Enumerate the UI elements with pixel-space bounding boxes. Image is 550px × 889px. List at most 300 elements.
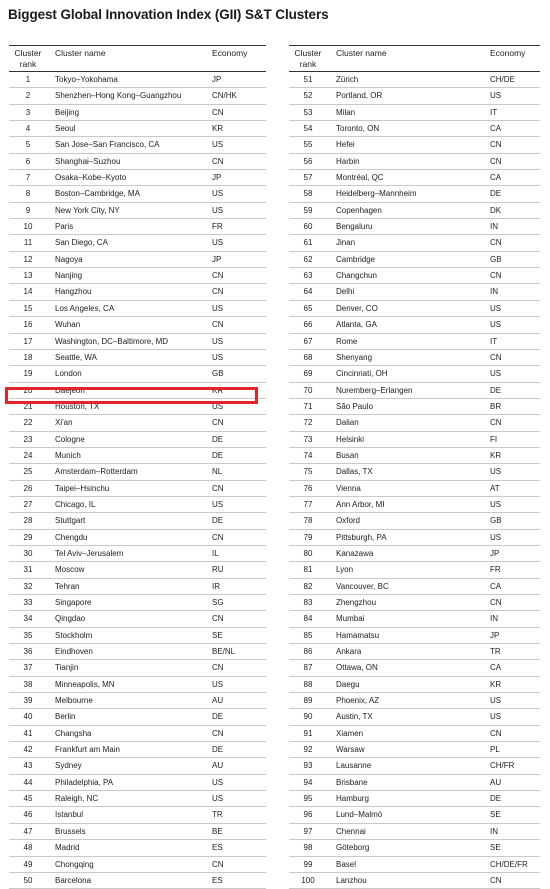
table-row (289, 464, 540, 480)
cluster-rank: 71 (303, 401, 313, 411)
cluster-rank: 10 (23, 222, 33, 232)
cluster-economy: US (212, 777, 224, 787)
table-row (9, 186, 266, 202)
cluster-economy: PL (490, 745, 500, 755)
cluster-economy: SE (490, 843, 501, 853)
cluster-economy: FR (490, 565, 501, 575)
cluster-rank: 3 (25, 107, 31, 117)
cluster-rank: 50 (23, 875, 33, 885)
cluster-economy: US (212, 336, 224, 346)
table-row (9, 693, 266, 709)
cluster-economy: ES (212, 875, 223, 885)
table-row (9, 758, 266, 774)
table-row (289, 546, 540, 562)
table-row (289, 170, 540, 186)
cluster-name: Daejeon (55, 385, 85, 395)
table-row (9, 383, 266, 399)
cluster-economy: CN (212, 532, 224, 542)
cluster-rank: 83 (303, 598, 313, 607)
cluster-name: Pittsburgh, PA (336, 532, 387, 542)
cluster-rank: 53 (303, 107, 313, 117)
cluster-name: Lyon (336, 565, 354, 575)
cluster-name: Vancouver, BC (336, 581, 389, 591)
header-rank (289, 48, 327, 70)
cluster-rank: 64 (303, 287, 313, 297)
cluster-name: Changsha (55, 728, 92, 738)
cluster-economy: CN (490, 140, 502, 150)
cluster-name: Harbin (336, 156, 360, 166)
cluster-economy: CN (212, 156, 224, 166)
cluster-name: Ankara (336, 647, 362, 657)
cluster-economy: CH/DE/FR (490, 859, 528, 869)
cluster-name: Melbourne (55, 696, 93, 706)
table-row (289, 137, 540, 153)
cluster-rank: 40 (23, 712, 33, 722)
cluster-economy: AU (490, 777, 502, 787)
cluster-rank: 5 (25, 140, 31, 150)
cluster-rank: 41 (23, 728, 33, 738)
table-row (289, 432, 540, 448)
cluster-name: Istanbul (55, 810, 84, 820)
header-rank-line1: Cluster (14, 48, 42, 58)
cluster-economy: TR (490, 647, 501, 657)
cluster-name: Munich (55, 450, 81, 460)
cluster-name: Chicago, IL (55, 499, 96, 509)
table-row (9, 497, 266, 513)
cluster-rank: 89 (303, 696, 313, 706)
cluster-name: Frankfurt am Main (55, 745, 120, 755)
cluster-name: Eindhoven (55, 647, 93, 657)
cluster-economy: BR (490, 401, 502, 411)
cluster-name: Portland, OR (336, 91, 383, 101)
cluster-name: Xiamen (336, 728, 364, 738)
cluster-economy: CN (490, 875, 502, 885)
cluster-economy: CA (490, 581, 502, 591)
cluster-economy: CA (490, 663, 502, 673)
table-row (289, 579, 540, 595)
cluster-rank: 84 (303, 614, 313, 624)
cluster-economy: IN (490, 826, 498, 836)
cluster-rank: 66 (303, 320, 313, 330)
cluster-economy: US (490, 532, 502, 542)
cluster-economy: US (212, 352, 224, 362)
cluster-name: Shenyang (336, 352, 373, 362)
cluster-rank: 52 (303, 91, 313, 101)
cluster-name: Cologne (55, 434, 85, 444)
table-row (289, 415, 540, 431)
cluster-economy: DE (490, 385, 502, 395)
cluster-rank: 44 (23, 777, 33, 787)
table-row (9, 268, 266, 284)
cluster-rank: 33 (23, 598, 33, 607)
cluster-economy: GB (490, 254, 502, 264)
cluster-rank: 2 (25, 91, 31, 101)
cluster-rank: 1 (25, 75, 31, 84)
cluster-rank: 92 (303, 745, 313, 755)
table-row (9, 105, 266, 121)
cluster-name: Chennai (336, 826, 366, 836)
cluster-economy: CN (212, 663, 224, 673)
cluster-name: Stockholm (55, 630, 93, 640)
cluster-name: Cambridge (336, 254, 376, 264)
cluster-rank: 27 (23, 499, 33, 509)
table-row (289, 252, 540, 268)
cluster-name: Taipei–Hsinchu (55, 483, 110, 493)
table-row (289, 513, 540, 529)
table-row (9, 595, 266, 611)
cluster-name: Hamamatsu (336, 630, 380, 640)
cluster-name: Warsaw (336, 745, 365, 755)
table-row (289, 268, 540, 284)
table-row (289, 366, 540, 382)
table-row (9, 611, 266, 627)
table-row (9, 481, 266, 497)
table-row (9, 791, 266, 807)
cluster-name: Sydney (55, 761, 82, 771)
cluster-rank: 6 (25, 156, 31, 166)
table-row (9, 857, 266, 873)
cluster-name: Beijing (55, 107, 80, 117)
cluster-name: Vienna (336, 483, 361, 493)
table-row (9, 432, 266, 448)
header-rank-line1: Cluster (294, 48, 322, 58)
cluster-rank: 56 (303, 156, 313, 166)
cluster-rank: 7 (25, 173, 31, 183)
cluster-economy: US (490, 369, 502, 379)
cluster-rank: 70 (303, 385, 313, 395)
cluster-economy: KR (490, 679, 502, 689)
cluster-economy: KR (212, 124, 224, 134)
cluster-name: Phoenix, AZ (336, 696, 380, 706)
header-economy: Economy (212, 48, 248, 58)
cluster-economy: CN (490, 728, 502, 738)
cluster-name: Singapore (55, 598, 92, 607)
cluster-name: Osaka–Kobe–Kyoto (55, 173, 127, 183)
cluster-economy: BE (212, 826, 223, 836)
table-row (289, 709, 540, 725)
cluster-name: Daegu (336, 679, 360, 689)
cluster-economy: AU (212, 761, 224, 771)
cluster-rank: 12 (23, 254, 33, 264)
table-row (9, 317, 266, 333)
cluster-name: Dalian (336, 418, 359, 428)
cluster-name: Minneapolis, MN (55, 679, 115, 689)
table-row (289, 644, 540, 660)
cluster-economy: US (212, 238, 224, 248)
cluster-rank: 11 (23, 238, 33, 248)
cluster-economy: US (490, 91, 502, 101)
table-row (9, 546, 266, 562)
cluster-name: Heidelberg–Mannheim (336, 189, 417, 199)
cluster-name: London (55, 369, 82, 379)
cluster-name: Philadelphia, PA (55, 777, 114, 787)
table-row (289, 726, 540, 742)
cluster-economy: CN (212, 287, 224, 297)
cluster-economy: CN (212, 614, 224, 624)
cluster-rank: 100 (301, 875, 315, 885)
cluster-economy: US (490, 712, 502, 722)
cluster-economy: DK (490, 205, 502, 215)
cluster-name: Kanazawa (336, 548, 374, 558)
cluster-table-left (9, 45, 266, 889)
cluster-rank: 91 (303, 728, 313, 738)
cluster-name: Tel Aviv–Jerusalem (55, 548, 124, 558)
cluster-rank: 45 (23, 794, 33, 804)
cluster-rank: 95 (303, 794, 313, 804)
cluster-rank: 90 (303, 712, 313, 722)
cluster-rank: 81 (303, 565, 313, 575)
table-row (289, 219, 540, 235)
cluster-rank: 57 (303, 173, 313, 183)
table-row (9, 840, 266, 856)
cluster-economy: DE (212, 745, 224, 755)
table-row (289, 611, 540, 627)
cluster-name: Busan (336, 450, 359, 460)
cluster-economy: CN (212, 483, 224, 493)
cluster-economy: IN (490, 614, 498, 624)
table-row (9, 219, 266, 235)
cluster-economy: CN (490, 238, 502, 248)
cluster-economy: CN (212, 859, 224, 869)
cluster-rank: 47 (23, 826, 33, 836)
cluster-name: Hefei (336, 140, 355, 150)
cluster-economy: US (212, 499, 224, 509)
table-row (289, 840, 540, 856)
table-row (9, 644, 266, 660)
cluster-economy: JP (490, 548, 500, 558)
cluster-rank: 19 (23, 369, 33, 379)
cluster-economy: CN (212, 418, 224, 428)
cluster-rank: 67 (303, 336, 313, 346)
cluster-rank: 15 (23, 303, 33, 313)
cluster-rank: 35 (23, 630, 33, 640)
table-row (9, 807, 266, 823)
cluster-rank: 13 (23, 271, 33, 281)
cluster-rank: 39 (23, 696, 33, 706)
table-row (9, 873, 266, 889)
cluster-name: Moscow (55, 565, 85, 575)
table-header (9, 45, 266, 72)
cluster-rank: 46 (23, 810, 33, 820)
page-title: Biggest Global Innovation Index (GII) S&T Clusters (8, 7, 329, 22)
cluster-rank: 49 (23, 859, 33, 869)
cluster-economy: JP (212, 173, 222, 183)
table-row (289, 791, 540, 807)
table-row (9, 235, 266, 251)
table-row (9, 742, 266, 758)
cluster-name: Basel (336, 859, 357, 869)
cluster-rank: 36 (23, 647, 33, 657)
cluster-name: Nagoya (55, 254, 83, 264)
cluster-rank: 23 (23, 434, 33, 444)
table-row (289, 677, 540, 693)
cluster-rank: 16 (23, 320, 33, 330)
table-row (289, 857, 540, 873)
cluster-name: Göteborg (336, 843, 370, 853)
cluster-name: Chongqing (55, 859, 94, 869)
table-row (289, 154, 540, 170)
cluster-name: Mumbai (336, 614, 365, 624)
cluster-economy: ES (212, 843, 223, 853)
cluster-name: Tokyo–Yokohama (55, 75, 118, 84)
cluster-rank: 76 (303, 483, 313, 493)
cluster-name: Lund–Malmö (336, 810, 383, 820)
table-row (289, 742, 540, 758)
cluster-rank: 14 (23, 287, 33, 297)
cluster-rank: 9 (25, 205, 31, 215)
table-row (9, 72, 266, 88)
cluster-name: Amsterdam–Rotterdam (55, 467, 138, 477)
cluster-economy: US (212, 303, 224, 313)
table-row (9, 677, 266, 693)
table-row (289, 334, 540, 350)
table-row (289, 88, 540, 104)
cluster-rank: 94 (303, 777, 313, 787)
cluster-rank: 54 (303, 124, 313, 134)
cluster-rank: 82 (303, 581, 313, 591)
table-body-right (289, 72, 540, 889)
table-row (9, 301, 266, 317)
table-row (289, 301, 540, 317)
cluster-name: New York City, NY (55, 205, 120, 215)
cluster-economy: FI (490, 434, 498, 444)
cluster-rank: 25 (23, 467, 33, 477)
cluster-rank: 18 (23, 352, 33, 362)
table-row (9, 137, 266, 153)
table-row (289, 105, 540, 121)
cluster-table-right (289, 45, 540, 889)
table-row (9, 334, 266, 350)
cluster-name: Copenhagen (336, 205, 382, 215)
cluster-economy: SE (490, 810, 501, 820)
cluster-name: Boston–Cambridge, MA (55, 189, 140, 199)
cluster-name: Paris (55, 222, 74, 232)
table-row (289, 530, 540, 546)
cluster-economy: IT (490, 107, 498, 117)
cluster-name: Milan (336, 107, 356, 117)
cluster-name: Tianjin (55, 663, 79, 673)
cluster-name: Changchun (336, 271, 377, 281)
cluster-rank: 60 (303, 222, 313, 232)
cluster-economy: US (212, 205, 224, 215)
cluster-economy: GB (490, 516, 502, 526)
cluster-economy: SE (212, 630, 223, 640)
cluster-name: Bengaluru (336, 222, 373, 232)
cluster-name: Madrid (55, 843, 80, 853)
table-row (289, 317, 540, 333)
cluster-name: Xi'an (55, 418, 73, 428)
table-row (9, 350, 266, 366)
cluster-rank: 58 (303, 189, 313, 199)
table-row (9, 170, 266, 186)
table-row (9, 464, 266, 480)
cluster-rank: 65 (303, 303, 313, 313)
cluster-name: Ottawa, ON (336, 663, 378, 673)
table-row (9, 530, 266, 546)
cluster-rank: 62 (303, 254, 313, 264)
table-row (9, 154, 266, 170)
cluster-economy: CN (212, 728, 224, 738)
header-rank-line2: rank (299, 59, 317, 69)
table-row (9, 709, 266, 725)
table-row (9, 284, 266, 300)
cluster-rank: 22 (23, 418, 33, 428)
cluster-name: Tehran (55, 581, 80, 591)
cluster-name: Berlin (55, 712, 76, 722)
cluster-rank: 72 (303, 418, 313, 428)
cluster-name: Brussels (55, 826, 86, 836)
cluster-rank: 79 (303, 532, 313, 542)
cluster-rank: 85 (303, 630, 313, 640)
cluster-economy: CA (490, 124, 502, 134)
header-name: Cluster name (55, 48, 106, 58)
cluster-name: Stuttgart (55, 516, 86, 526)
cluster-economy: CN (490, 271, 502, 281)
header-name: Cluster name (336, 48, 387, 58)
cluster-name: Dallas, TX (336, 467, 373, 477)
cluster-name: Cincinnati, OH (336, 369, 388, 379)
cluster-rank: 24 (23, 450, 33, 460)
cluster-economy: US (490, 696, 502, 706)
cluster-economy: US (212, 679, 224, 689)
cluster-economy: CN (490, 598, 502, 607)
cluster-economy: RU (212, 565, 224, 575)
cluster-name: Montréal, QC (336, 173, 384, 183)
cluster-economy: DE (212, 450, 224, 460)
cluster-rank: 99 (303, 859, 313, 869)
cluster-name: Seattle, WA (55, 352, 97, 362)
cluster-economy: JP (212, 254, 222, 264)
cluster-rank: 73 (303, 434, 313, 444)
cluster-economy: GB (212, 369, 224, 379)
cluster-economy: IL (212, 548, 219, 558)
table-row (289, 383, 540, 399)
cluster-name: Los Angeles, CA (55, 303, 115, 313)
cluster-name: Jinan (336, 238, 356, 248)
cluster-name: São Paulo (336, 401, 373, 411)
table-row (9, 660, 266, 676)
header-economy: Economy (490, 48, 526, 58)
cluster-rank: 30 (23, 548, 33, 558)
table-row (289, 186, 540, 202)
cluster-name: Seoul (55, 124, 76, 134)
cluster-name: Raleigh, NC (55, 794, 99, 804)
cluster-name: Barcelona (55, 875, 92, 885)
cluster-economy: NL (212, 467, 223, 477)
cluster-name: Chengdu (55, 532, 88, 542)
cluster-rank: 51 (303, 75, 313, 84)
cluster-name: Hangzhou (55, 287, 92, 297)
table-row (9, 513, 266, 529)
table-row (9, 399, 266, 415)
cluster-name: Brisbane (336, 777, 368, 787)
table-row (289, 660, 540, 676)
cluster-name: Shanghai–Suzhou (55, 156, 121, 166)
table-row (9, 203, 266, 219)
cluster-name: San Jose–San Francisco, CA (55, 140, 160, 150)
table-header (289, 45, 540, 72)
cluster-economy: DE (490, 794, 502, 804)
cluster-economy: JP (490, 630, 500, 640)
table-row (9, 415, 266, 431)
cluster-name: Ann Arbor, MI (336, 499, 385, 509)
cluster-rank: 55 (303, 140, 313, 150)
table-row (9, 628, 266, 644)
cluster-rank: 77 (303, 499, 313, 509)
cluster-rank: 80 (303, 548, 313, 558)
table-row (9, 448, 266, 464)
cluster-rank: 93 (303, 761, 313, 771)
